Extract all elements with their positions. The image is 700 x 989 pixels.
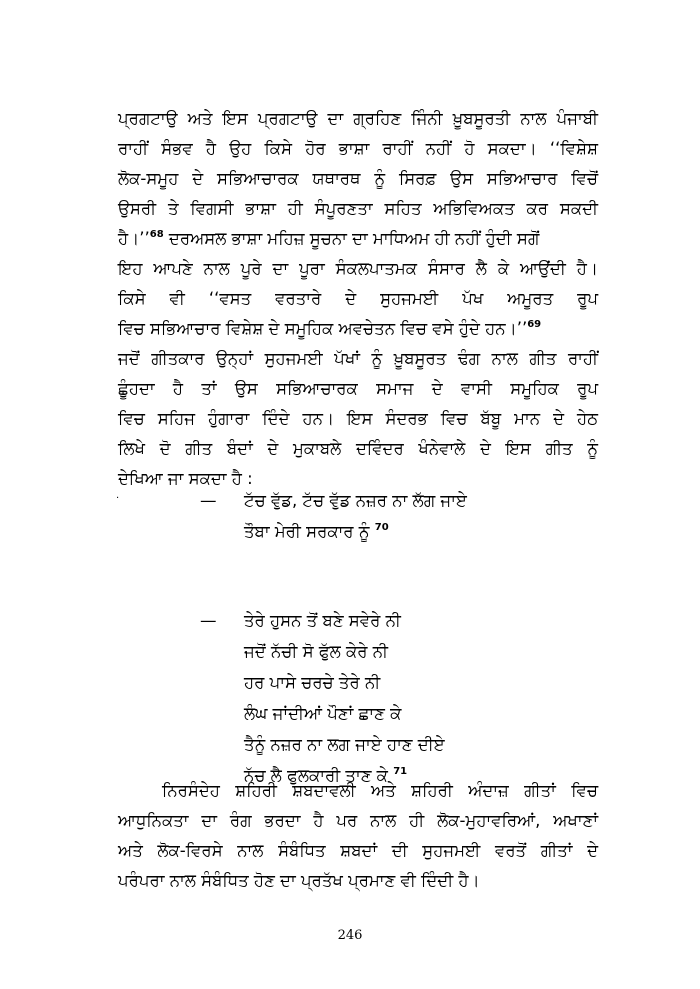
text-line xyxy=(118,224,598,254)
quote-text: ਵਿਚ ਸਭਿਆਚਾਰ ਵਿਸ਼ੇਸ਼ ਦੇ ਸਮੂਹਿਕ ਅਵਚੇਤਨ ਵਿਚ ਵਸੇ ਹੁੰਦੇ ਹਨ।’’ xyxy=(118,319,528,338)
verse-text: ਤੌਬਾ ਮੇਰੀ ਸਰਕਾਰ ਨੂੰ xyxy=(244,522,370,541)
quote-end: ਹੈ।’’ xyxy=(118,229,150,248)
text-line xyxy=(118,314,598,344)
verse-line xyxy=(200,485,467,516)
verse-line xyxy=(200,605,445,636)
verse-block-2 xyxy=(200,605,445,791)
footnote-ref-69: 69 xyxy=(527,319,542,330)
footnote-ref-70: 70 xyxy=(374,522,389,533)
text-line: ਕਿਸੇ ਵੀ ‘‘ਵਸਤ ਵਰਤਾਰੇ ਦੇ ਸੁਹਜਮਈ ਪੱਖ ਅਮੂਰਤ ਰੂਪ xyxy=(118,289,598,308)
footnote-ref-68: 68 xyxy=(149,229,164,240)
verse-dash: — xyxy=(200,611,217,630)
verse-line xyxy=(200,698,445,729)
text-line: ਪ੍ਰਗਟਾਉ ਅਤੇ ਇਸ ਪ੍ਰਗਟਾਉ ਦਾ ਗ੍ਰਹਿਣ ਜਿੰਨੀ ਖ਼ੂਬਸੂਰਤੀ ਨਾਲ ਪੰਜਾਬੀ xyxy=(118,109,598,128)
text-line: ਆਧੁਨਿਕਤਾ ਦਾ ਰੰਗ ਭਰਦਾ ਹੈ ਪਰ ਨਾਲ ਹੀ ਲੋਕ-ਮੁਹਾਵਰਿਆਂ, ਅਖਾਣਾਂ xyxy=(118,811,598,830)
body-paragraph-2 xyxy=(118,776,598,896)
text-line: ਉਸਰੀ ਤੇ ਵਿਗਸੀ ਭਾਸ਼ਾ ਹੀ ਸੰਪੂਰਣਤਾ ਸਹਿਤ ਅਭਿਵਿਅਕਤ ਕਰ ਸਕਦੀ xyxy=(118,199,598,218)
verse-line xyxy=(200,667,445,698)
verse-text: ਤੇਰੇ ਹੁਸਨ ਤੋਂ ਬਣੇ ਸਵੇਰੇ ਨੀ xyxy=(244,611,401,630)
text-line: ਜਦੋਂ ਗੀਤਕਾਰ ਉਨ੍ਹਾਂ ਸੁਹਜਮਈ ਪੱਖਾਂ ਨੂੰ ਖ਼ੂਬਸੂਰਤ ਢੰਗ ਨਾਲ ਗੀਤ ਰਾਹੀਂ xyxy=(118,349,598,368)
quote-continuation: ਦਰਅਸਲ ਭਾਸ਼ਾ ਮਹਿਜ਼ ਸੂਚਨਾ ਦਾ ਮਾਧਿਅਮ ਹੀ ਨਹੀਂ ਹੁੰਦੀ ਸਗੋਂ xyxy=(163,229,540,248)
text-line: ਛੂੰਹਦਾ ਹੈ ਤਾਂ ਉਸ ਸਭਿਆਚਾਰਕ ਸਮਾਜ ਦੇ ਵਾਸੀ ਸਮੂਹਿਕ ਰੂਪ xyxy=(118,379,598,398)
verse-text: ਤੈਨੂੰ ਨਜ਼ਰ ਨਾ ਲਗ ਜਾਏ ਹਾਣ ਦੀਏ xyxy=(244,735,445,754)
text-line: ਰਾਹੀਂ ਸੰਭਵ ਹੈ ਉਹ ਕਿਸੇ ਹੋਰ ਭਾਸ਼ਾ ਰਾਹੀਂ ਨਹੀਂ ਹੋ ਸਕਦਾ। ‘‘ਵਿਸ਼ੇਸ਼ xyxy=(118,139,598,158)
verse-text: ਨੱਚ ਲੈ ਫੁਲਕਾਰੀ ਤਾਣ ਕੇ xyxy=(244,766,388,785)
footnote-ref-71: 71 xyxy=(393,766,408,777)
text-line: ਲਿਖੇ ਦੋ ਗੀਤ ਬੰਦਾਂ ਦੇ ਮੁਕਾਬਲੇ ਦਵਿੰਦਰ ਖੰਨੇਵਾਲੇ ਦੇ ਇਸ ਗੀਤ ਨੂੰ xyxy=(118,439,598,458)
text-line: ਲੋਕ-ਸਮੂਹ ਦੇ ਸਭਿਆਚਾਰਕ ਯਥਾਰਥ ਨੂੰ ਸਿਰਫ਼ ਉਸ ਸਭਿਆਚਾਰ ਵਿਚੋਂ xyxy=(118,169,598,188)
text-line: ਇਹ ਆਪਣੇ ਨਾਲ ਪੂਰੇ ਦਾ ਪੂਰਾ ਸੰਕਲਪਾਤਮਕ ਸੰਸਾਰ ਲੈ ਕੇ ਆਉਂਦੀ ਹੈ। xyxy=(118,259,598,278)
text-line: ਪਰੰਪਰਾ ਨਾਲ ਸੰਬੰਧਿਤ ਹੋਣ ਦਾ ਪ੍ਰਤੱਖ ਪ੍ਰਮਾਣ ਵੀ ਦਿੰਦੀ ਹੈ। xyxy=(118,871,480,890)
verse-line xyxy=(200,729,445,760)
margin-dot: . xyxy=(116,490,120,501)
body-paragraph-1 xyxy=(118,104,598,494)
verse-text: ਟੱਚ ਵੁੱਡ, ਟੱਚ ਵੁੱਡ ਨਜ਼ਰ ਨਾ ਲੱਗ ਜਾਏ xyxy=(244,491,467,510)
page-number: 246 xyxy=(337,928,363,943)
text-line: ਅਤੇ ਲੋਕ-ਵਿਰਸੇ ਨਾਲ ਸੰਬੰਧਿਤ ਸ਼ਬਦਾਂ ਦੀ ਸੁਹਜਮਈ ਵਰਤੋਂ ਗੀਤਾਂ ਦੇ xyxy=(118,841,598,860)
verse-block-1 xyxy=(200,485,467,547)
verse-text: ਜਦੋਂ ਨੱਚੀ ਸੋ ਫੁੱਲ ਕੇਰੇ ਨੀ xyxy=(244,642,389,661)
text-line: ਦੇਖਿਆ ਜਾ ਸਕਦਾ ਹੈ : xyxy=(118,469,253,488)
verse-dash: — xyxy=(200,491,217,510)
verse-text: ਲੰਘ ਜਾਂਦੀਆਂ ਪੌਣਾਂ ਛਾਣ ਕੇ xyxy=(244,704,402,723)
text-line: ਵਿਚ ਸਹਿਜ ਹੁੰਗਾਰਾ ਦਿੰਦੇ ਹਨ। ਇਸ ਸੰਦਰਭ ਵਿਚ ਬੱਬੂ ਮਾਨ ਦੇ ਹੇਠ xyxy=(118,409,598,428)
verse-line xyxy=(200,516,467,547)
verse-text: ਹਰ ਪਾਸੇ ਚਰਚੇ ਤੇਰੇ ਨੀ xyxy=(244,673,381,692)
text-line: ਨਿਰਸੰਦੇਹ ਸ਼ਹਿਰੀ ਸ਼ਬਦਾਵਲੀ ਅਤੇ ਸ਼ਹਿਰੀ ਅੰਦਾਜ਼ ਗੀਤਾਂ ਵਿਚ xyxy=(162,781,598,800)
verse-line xyxy=(200,636,445,667)
